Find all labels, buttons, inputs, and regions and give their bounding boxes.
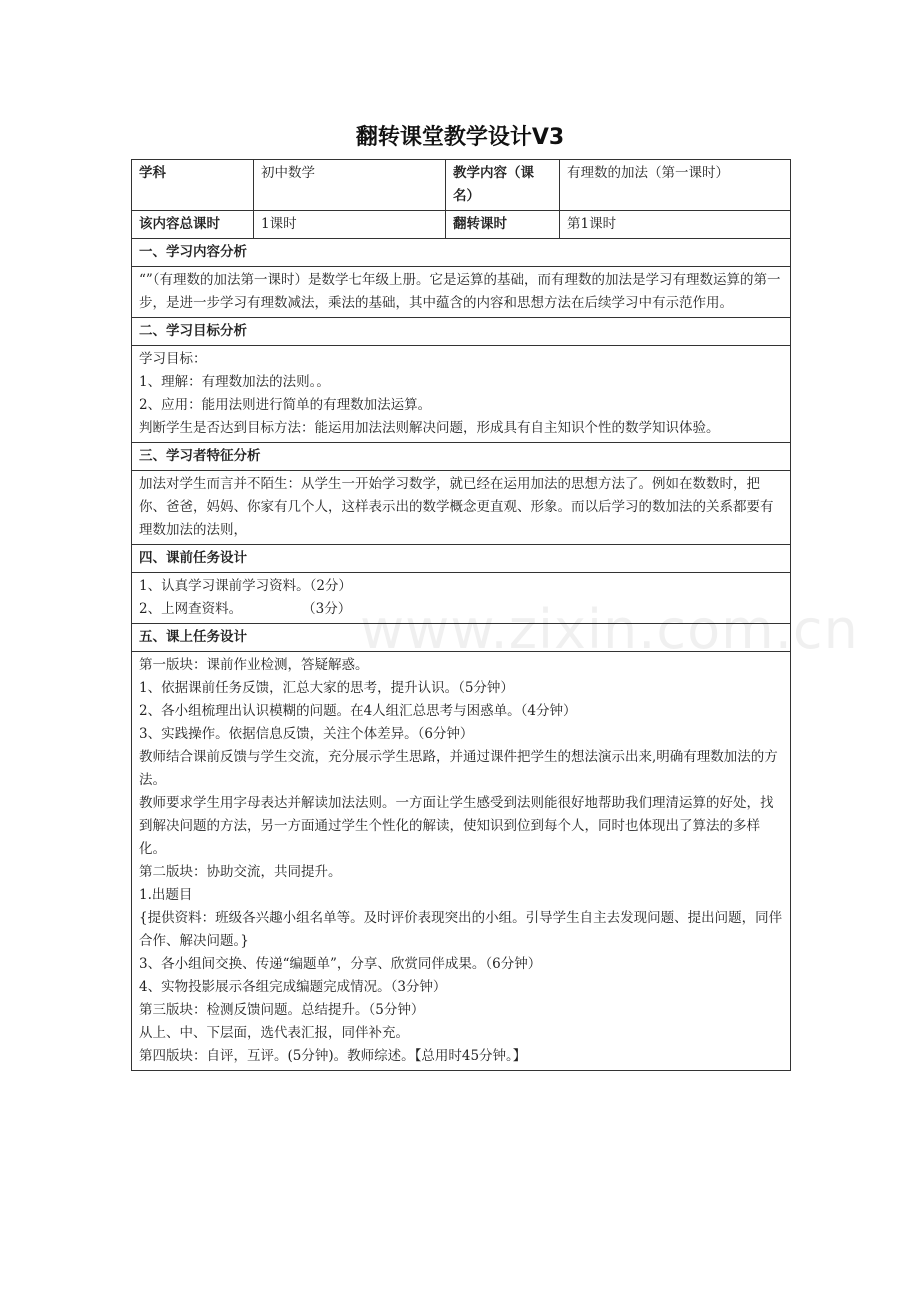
section-2-title: 二、学习目标分析: [132, 318, 791, 346]
objective-line: 学习目标：: [139, 351, 207, 367]
content-value: 有理数的加法（第一课时）: [560, 160, 791, 211]
objective-line: 2、应用：能用法则进行简单的有理数加法运算。: [139, 397, 432, 413]
activity-line: 2、各小组梳理出认识模糊的问题。在4人组汇总思考与困惑单。（4分钟）: [139, 703, 577, 719]
activity-line: 教师结合课前反馈与学生交流，充分展示学生思路，并通过课件把学生的想法演示出来,明确有理数加法的方法。: [139, 749, 778, 788]
header-row-hours: [132, 211, 791, 239]
section-1-title: 一、学习内容分析: [132, 239, 791, 267]
section-2-content: [132, 346, 791, 443]
header-row-subject: [132, 160, 791, 211]
objective-line: 判断学生是否达到目标方法：能运用加法法则解决问题，形成具有自主知识个性的数学知识体验。: [139, 420, 720, 436]
activity-line: 从上、中、下层面，选代表汇报，同伴补充。: [139, 1025, 409, 1041]
total-hours-label: 该内容总课时: [132, 211, 254, 239]
activity-line: 第三版块：检测反馈问题。总结提升。（5分钟）: [139, 1002, 425, 1018]
flip-hours-value: 第1课时: [560, 211, 791, 239]
objective-line: 1、理解：有理数加法的法则。。: [139, 374, 330, 390]
activity-line: 教师要求学生用字母表达并解读加法法则。一方面让学生感受到法则能很好地帮助我们理清运算的好处，找到解决问题的方法，另一方面通过学生个性化的解读，使知识到位到每个人，同时也体现出了算法的多样化。: [139, 795, 774, 857]
watermark: www.zixin.com.cn: [360, 598, 859, 661]
activity-line: 第一版块：课前作业检测，答疑解惑。: [139, 657, 369, 673]
activity-line: 第四版块：自评，互评。(5分钟)。教师综述。【总用时45分钟。】: [139, 1048, 527, 1064]
activity-line: 1.出题目: [139, 887, 193, 903]
total-hours-value: 1课时: [254, 211, 446, 239]
activity-line: 1、依据课前任务反馈，汇总大家的思考，提升认识。（5分钟）: [139, 680, 514, 696]
task-line: 1、认真学习课前学习资料。（2分）: [139, 578, 352, 594]
subject-value: 初中数学: [254, 160, 446, 211]
activity-line: 3、各小组间交换、传递“编题单”，分享、欣赏同伴成果。（6分钟）: [139, 956, 542, 972]
section-3-content: 加法对学生而言并不陌生：从学生一开始学习数学，就已经在运用加法的思想方法了。例如在数数时，把你、爸爸，妈妈、你家有几个人，这样表示出的数学概念更直观、形象。而以后学习的数加法的关系都要有理数加法的法则，: [132, 471, 791, 545]
subject-label: 学科: [132, 160, 254, 211]
flip-hours-label: 翻转课时: [446, 211, 560, 239]
page-title: 翻转课堂教学设计V3: [355, 125, 565, 150]
section-4-title: 四、课前任务设计: [132, 545, 791, 573]
section-1-content: “”（有理数的加法第一课时）是数学七年级上册。它是运算的基础，而有理数的加法是学习有理数运算的第一步，是进一步学习有理数减法，乘法的基础，其中蕴含的内容和思想方法在后续学习中有示范作用。: [132, 267, 791, 318]
activity-line: {提供资料：班级各兴趣小组名单等。及时评价表现突出的小组。引导学生自主去发现问题、提出问题，同伴合作、解决问题。}: [139, 910, 783, 949]
section-5-content: [132, 652, 791, 1071]
task-line: 2、上网查资料。 （3分）: [139, 601, 352, 617]
section-5-title: 五、课上任务设计: [132, 624, 791, 652]
content-label: 教学内容（课名）: [446, 160, 560, 211]
activity-line: 4、实物投影展示各组完成编题完成情况。（3分钟）: [139, 979, 447, 995]
activity-line: 3、实践操作。依据信息反馈，关注个体差异。（6分钟）: [139, 726, 474, 742]
section-3-title: 三、学习者特征分析: [132, 443, 791, 471]
activity-line: 第二版块：协助交流，共同提升。: [139, 864, 342, 880]
